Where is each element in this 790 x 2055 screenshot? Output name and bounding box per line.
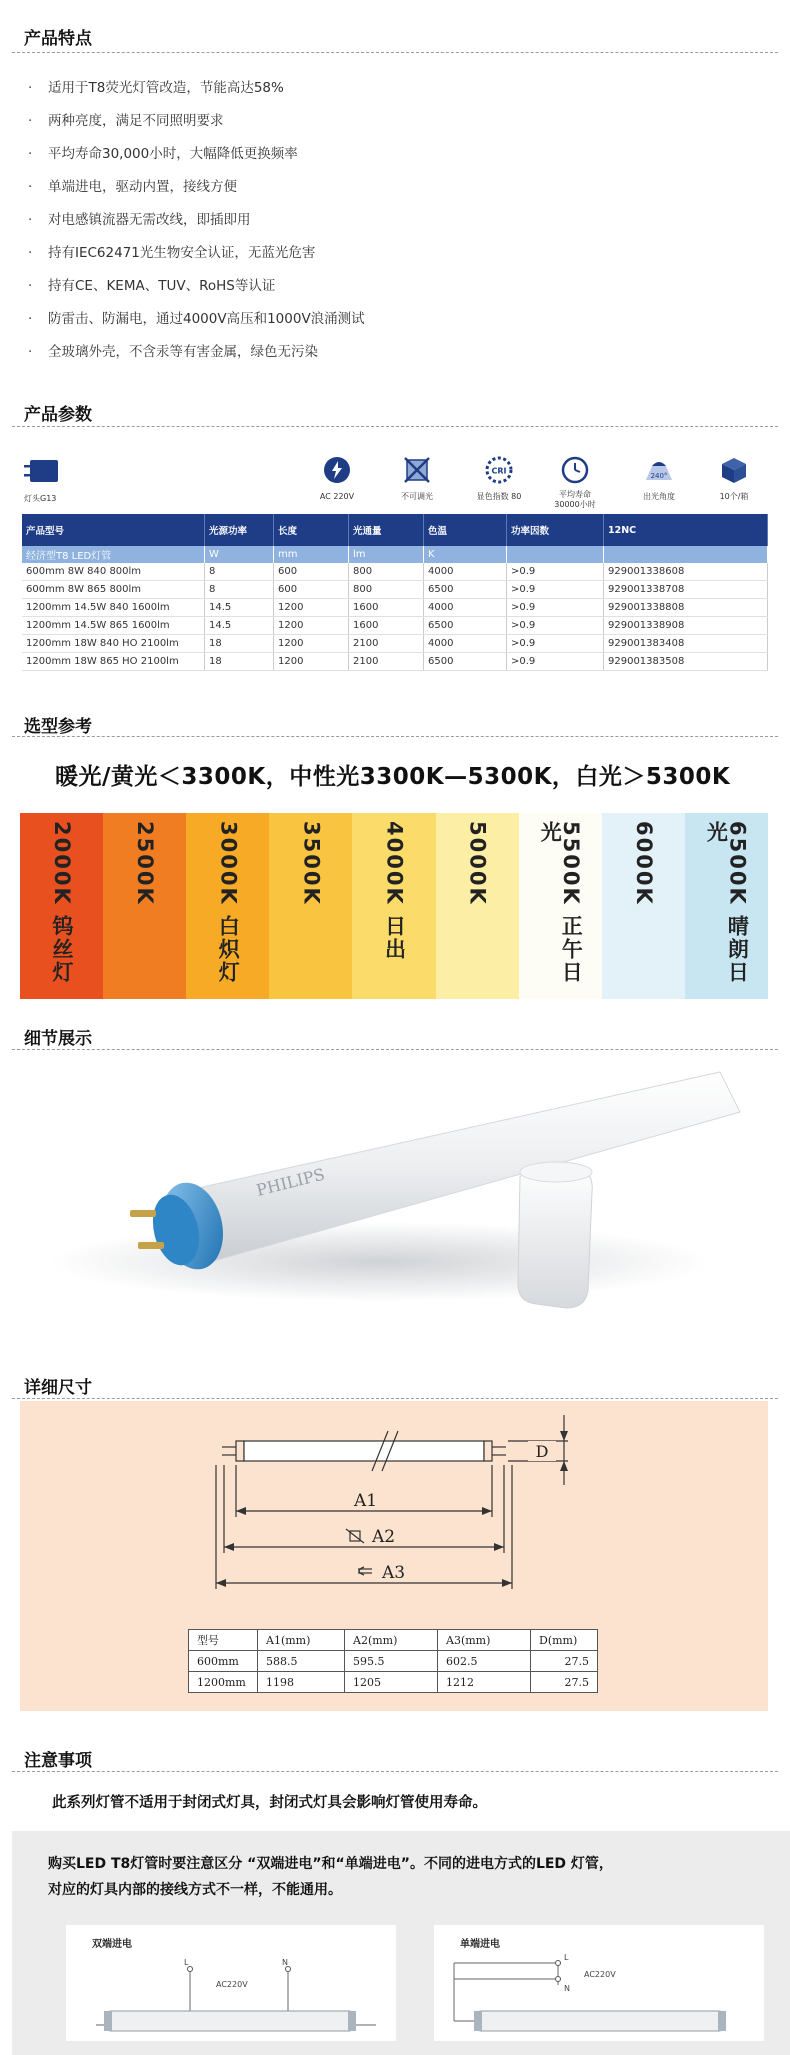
beam-angle-icon [644,456,674,484]
feature-item: · 平均寿命30,000小时，大幅降低更换频率 [28,146,298,162]
ct-cell-6000k: 6000K [602,813,685,999]
wiring-notice-panel [12,1831,790,2055]
feature-item: · 全玻璃外壳，不含汞等有害金属，绿色无污染 [28,344,318,360]
features-list [28,72,365,369]
ct-cell-4000k: 4000K 日出 [352,813,435,999]
feature-item: · 持有IEC62471光生物安全认证，无蓝光危害 [28,245,316,261]
pin-symbol-a3-icon [358,1567,372,1575]
notice-line: 购买LED T8灯管时要注意区分 “双端进电”和“单端进电”。不同的进电方式的LED 灯管， [48,1856,613,1872]
dimensions-title: 详细尺寸 [24,1378,92,1398]
dim-label-a1: A1 [354,1491,378,1511]
notice-text: 此系列灯管不适用于封闭式灯具，封闭式灯具会影响灯管使用寿命。 [52,1795,487,1811]
single-ended-diagram [434,1925,764,2041]
voltage-label: AC220V [584,1970,616,1979]
table-header: 功率因数 [507,514,604,546]
divider [12,736,778,737]
ct-cell-3000k: 3000K 白炽灯 [186,813,269,999]
table-header: 12NC [604,514,768,546]
divider [12,426,778,427]
cri-badge-text: CRI [491,466,507,476]
cri-icon [485,456,513,484]
table-header: 长度 [274,514,349,546]
led-tube-illustration [0,1052,790,1322]
divider [12,1398,778,1399]
socket-icon [24,456,64,486]
table-header: 光源功率 [205,514,274,546]
dimensions-table [188,1629,598,1693]
ct-cell-5000k: 5000K [436,813,519,999]
live-label: L [564,1953,569,1962]
feature-item: · 单端进电，驱动内置，接线方便 [28,179,237,195]
divider [12,1771,778,1772]
dim-label-d: D [535,1442,549,1461]
dim-label-a3: A3 [382,1563,406,1583]
notice-title: 注意事项 [24,1751,92,1771]
notice-line: 对应的灯具内部的接线方式不一样，不能通用。 [48,1882,342,1898]
table-row: 1200mm 18W 865 HO 2100lm 18 1200 2100 6500 >0.9 929001383508 [22,653,768,671]
table-header: 光通量 [349,514,424,546]
dimension-drawing [20,1401,768,1621]
live-label: L [184,1958,189,1967]
beam-spec: 240° 出光角度 [634,456,684,502]
socket-spec: 灯头G13 [24,456,84,504]
clock-icon [561,456,589,484]
table-header: 色温 [424,514,507,546]
table-row: 600mm 588.5 595.5 602.5 27.5 [189,1651,598,1672]
double-ended-diagram [66,1925,396,2041]
double-wiring-icon [66,1925,396,2041]
divider [12,52,778,53]
feature-item: · 两种亮度，满足不同照明要求 [28,113,224,129]
table-header: 产品型号 [22,514,205,546]
life-spec: 平均寿命 30000小时 [547,456,603,510]
color-temp-heading: 暖光/黄光＜3300K，中性光3300K—5300K，白光＞5300K [55,764,731,790]
dimensions-panel [20,1401,768,1711]
feature-item: · 对电感镇流器无需改线，即插即用 [28,212,251,228]
table-row: 1200mm 1198 1205 1212 27.5 [189,1672,598,1693]
params-table [22,514,768,671]
table-row: 1200mm 14.5W 840 1600lm 14.5 1200 1600 4000 >0.9 929001338808 [22,599,768,617]
neutral-label: N [564,1984,570,1993]
no-dimming-icon [403,456,431,484]
color-temp-strip [20,813,768,999]
product-photo [0,1052,790,1322]
single-ended-title: 单端进电 [460,1939,500,1950]
table-header-row [22,514,768,546]
ct-cell-6500k: 6500K 晴朗日光 [685,813,768,999]
feature-item: · 防雷击、防漏电，通过4000V高压和1000V浪涌测试 [28,311,365,327]
detail-title: 细节展示 [24,1029,92,1049]
table-row: 1200mm 14.5W 865 1600lm 14.5 1200 1600 6500 >0.9 929001338908 [22,617,768,635]
params-title: 产品参数 [24,405,92,425]
beam-badge-text: 240° [650,472,668,480]
dim-label-a2: A2 [372,1527,396,1547]
feature-item: · 适用于T8荧光灯管改造，节能高达58% [28,80,284,96]
ct-cell-2000k: 2000K 钨丝灯 [20,813,103,999]
cri-spec: CRI 显色指数 80 [473,456,525,502]
ct-cell-2500k: 2500K [103,813,186,999]
no-dim-spec: 不可调光 [392,456,442,502]
selection-title: 选型参考 [24,717,92,737]
table-row: 型号 A1(mm) A2(mm) A3(mm) D(mm) [189,1630,598,1651]
brand-mark: PHILIPS [254,1164,327,1200]
feature-item: · 持有CE、KEMA、TUV、RoHS等认证 [28,278,276,294]
box-icon [720,456,748,484]
ct-cell-3500k: 3500K [269,813,352,999]
box-spec: 10个/箱 [709,456,759,502]
ac-spec: AC 220V [312,456,362,502]
double-ended-title: 双端进电 [92,1939,132,1950]
lightning-icon [323,456,351,484]
neutral-label: N [282,1958,288,1967]
table-unit-row: 经济型T8 LED灯管 W mm lm K [22,546,768,563]
table-row: 600mm 8W 840 800lm 8 600 800 4000 >0.9 929001338608 [22,563,768,581]
divider [12,1049,778,1050]
table-row: 1200mm 18W 840 HO 2100lm 18 1200 2100 4000 >0.9 929001383408 [22,635,768,653]
features-title: 产品特点 [24,29,92,49]
single-wiring-icon [434,1925,764,2041]
pin-symbol-a2-icon [346,1529,364,1543]
table-row: 600mm 8W 865 800lm 8 600 800 6500 >0.9 929001338708 [22,581,768,599]
ct-cell-5500k: 5500K 正午日光 [519,813,602,999]
voltage-label: AC220V [216,1980,248,1989]
